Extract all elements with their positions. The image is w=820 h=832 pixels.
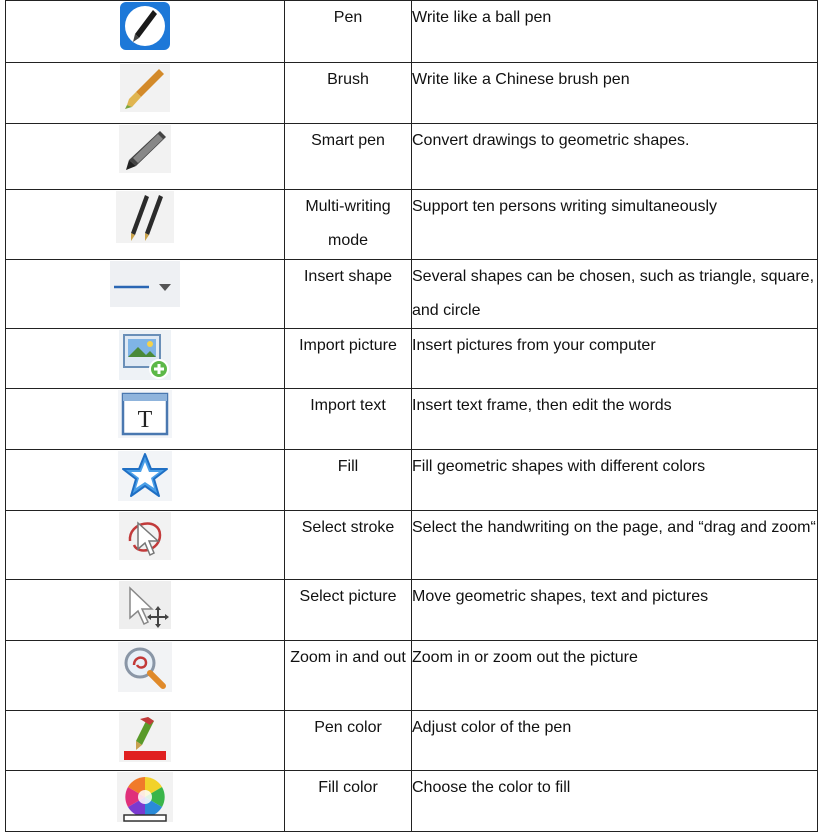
- feature-name: Smart pen: [285, 124, 412, 190]
- table-row: [6, 389, 818, 450]
- feature-name: Insert shape: [285, 260, 412, 329]
- svg-text:T: T: [137, 407, 153, 433]
- feature-description: Fill geometric shapes with different colors: [412, 450, 818, 511]
- table-row: [6, 771, 818, 832]
- feature-description: Convert drawings to geometric shapes.: [412, 124, 818, 190]
- table-row: [6, 63, 818, 124]
- table-row: [6, 260, 818, 329]
- feature-name: Pen: [285, 1, 412, 63]
- feature-description: Several shapes can be chosen, such as triangle, square, and circle: [412, 260, 818, 329]
- table-row: [6, 641, 818, 711]
- pen-icon: [119, 1, 171, 51]
- feature-name: Fill color: [285, 771, 412, 832]
- feature-description: Support ten persons writing simultaneously: [412, 190, 818, 260]
- feature-description: Insert pictures from your computer: [412, 329, 818, 389]
- table-row: [6, 190, 818, 260]
- feature-table: [5, 0, 818, 832]
- table-row: [6, 124, 818, 190]
- feature-name: Multi-writing mode: [285, 190, 412, 260]
- select-stroke-icon: [118, 511, 172, 561]
- table-row: [6, 580, 818, 641]
- table-row: [6, 711, 818, 771]
- feature-description: Write like a Chinese brush pen: [412, 63, 818, 124]
- pen-color-icon: [118, 711, 172, 763]
- table-row: [6, 1, 818, 63]
- table-row: [6, 450, 818, 511]
- feature-description: Move geometric shapes, text and pictures: [412, 580, 818, 641]
- image-add-icon: [118, 329, 172, 381]
- feature-name: Pen color: [285, 711, 412, 771]
- table-row: [6, 329, 818, 389]
- feature-description: Select the handwriting on the page, and “drag and zoom“: [412, 511, 818, 580]
- feature-name: Import text: [285, 389, 412, 450]
- color-wheel-icon: [116, 771, 174, 823]
- feature-name: Zoom in and out: [285, 641, 412, 711]
- feature-description: Write like a ball pen: [412, 1, 818, 63]
- select-move-icon: [118, 580, 172, 630]
- feature-name: Import picture: [285, 329, 412, 389]
- smart-pen-icon: [118, 124, 172, 174]
- feature-name: Fill: [285, 450, 412, 511]
- feature-description: Adjust color of the pen: [412, 711, 818, 771]
- magnifier-icon: [117, 641, 173, 693]
- feature-name: Brush: [285, 63, 412, 124]
- feature-description: Insert text frame, then edit the words: [412, 389, 818, 450]
- feature-description: Zoom in or zoom out the picture: [412, 641, 818, 711]
- table-row: [6, 511, 818, 580]
- multi-pen-icon: [115, 190, 175, 244]
- feature-description: Choose the color to fill: [412, 771, 818, 832]
- brush-icon: [119, 63, 171, 113]
- star-fill-icon: [117, 450, 173, 502]
- feature-name: Select stroke: [285, 511, 412, 580]
- text-frame-icon: [117, 389, 173, 439]
- feature-name: Select picture: [285, 580, 412, 641]
- shape-dropdown-icon: [109, 260, 181, 308]
